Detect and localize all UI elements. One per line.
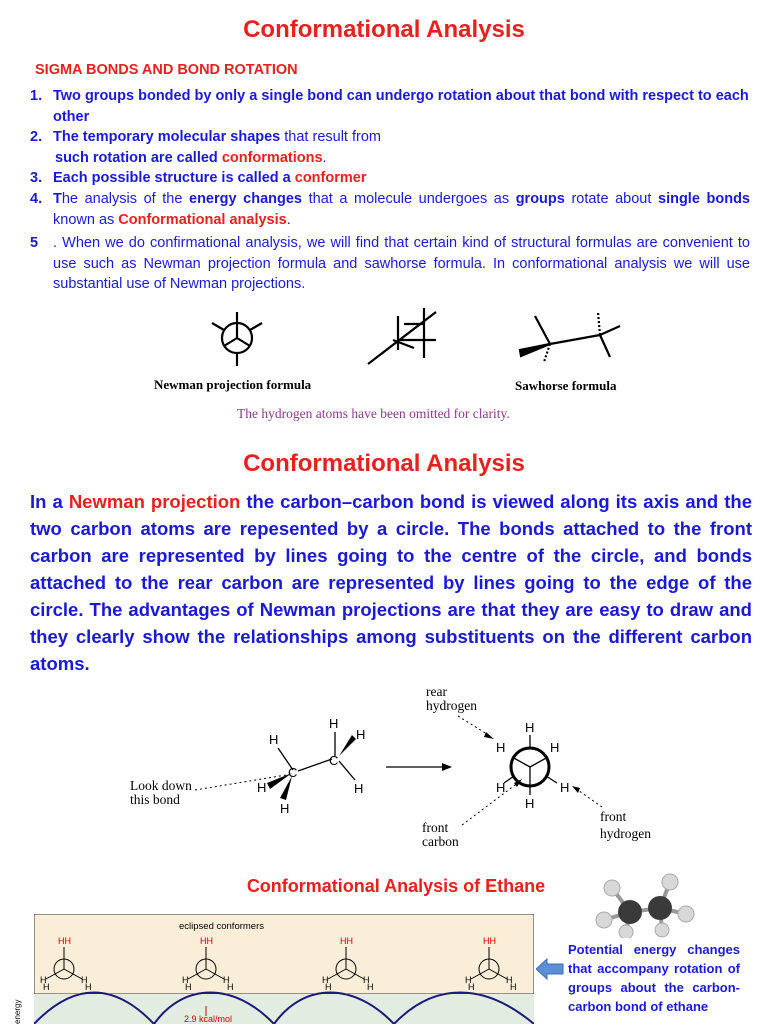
ethane-h-label: H xyxy=(356,727,366,742)
list-item-text: . When we do confirmational analysis, we will find that certain kind of structural formulas are convenient to use such as Newman projection formula and sawhorse formula. In conformational analysis we will use substantial use of Newman projections. xyxy=(53,235,750,292)
list-item-line xyxy=(53,127,750,148)
list-item-text: energy changes xyxy=(189,191,302,207)
list-item-line xyxy=(55,148,750,169)
list-item-text: that result from xyxy=(280,129,381,145)
ethane-ball-stick-model xyxy=(590,868,700,938)
mini-newman-h-label: H xyxy=(506,975,513,985)
list-item-text: The temporary molecular shapes xyxy=(53,129,281,145)
ethane-c-label: C xyxy=(329,753,339,768)
mini-newman-h-label: H xyxy=(85,982,92,992)
list-item xyxy=(30,127,750,168)
list-item-text: groups xyxy=(515,191,565,207)
list-item-text: Each possible structure is called a xyxy=(53,170,295,186)
list-item-text: conformations xyxy=(221,149,323,166)
newman-sawhorse-figure xyxy=(140,300,660,430)
list-item-number: 3. xyxy=(30,170,43,186)
paragraph-text-1: In a xyxy=(30,491,69,512)
list-item xyxy=(30,233,750,295)
sawhorse-caption: Sawhorse formula xyxy=(515,378,617,393)
list-item-number: 4. xyxy=(30,191,43,207)
list-item-text: such rotation are called xyxy=(55,149,222,166)
newman-h-label: H xyxy=(560,780,570,795)
mini-newman-h-label: H xyxy=(322,975,329,985)
list-item-text: Two groups bonded by only a single bond can undergo rotation about that bond with respect to each other xyxy=(53,88,749,125)
mini-newman-h-label: H xyxy=(182,975,189,985)
list-item-number: 5 xyxy=(30,235,39,251)
ethane-h-label: H xyxy=(269,732,279,747)
newman-h-label: H xyxy=(525,720,535,735)
ethane-section-title: Conformational Analysis of Ethane xyxy=(246,876,546,896)
mini-newman-h-label: H xyxy=(325,982,332,992)
list-item-body xyxy=(53,127,750,168)
section-title-newman: Conformational Analysis xyxy=(243,450,525,477)
list-item-body xyxy=(53,168,750,189)
ethane-c-label: C xyxy=(288,765,298,780)
list-item-text: single bonds xyxy=(658,191,750,207)
list-item-body xyxy=(53,233,750,295)
front-hydrogen-label: hydrogen xyxy=(600,826,651,841)
list-item-text: . xyxy=(322,149,327,166)
list-item xyxy=(30,189,750,230)
page-title: Conformational Analysis xyxy=(243,16,525,43)
newman-h-label: H xyxy=(496,780,506,795)
list-item-number: 1. xyxy=(30,88,43,104)
mini-newman-h-label: H xyxy=(43,982,50,992)
energy-axis xyxy=(6,990,26,1024)
mini-newman-h-label: H xyxy=(223,975,230,985)
barrier-label: 2.9 kcal/mol xyxy=(184,1014,233,1024)
front-hydrogen-label: front xyxy=(600,809,627,824)
mini-newman-h-label: HH xyxy=(58,936,71,946)
list-item xyxy=(30,86,750,127)
list-item xyxy=(30,168,750,189)
look-down-label: Look down xyxy=(130,778,192,793)
eclipsed-sawhorse-drawing xyxy=(368,308,436,364)
mini-newman-h-label: H xyxy=(185,982,192,992)
mini-newman-h-label: H xyxy=(468,982,475,992)
mini-newman-h-label: H xyxy=(40,975,47,985)
list-item-text: known as xyxy=(53,211,119,228)
section-heading: SIGMA BONDS AND BOND ROTATION xyxy=(35,62,298,78)
newman-h-label: H xyxy=(550,740,560,755)
mini-newman-h-label: H xyxy=(363,975,370,985)
rear-hydrogen-label: rear xyxy=(426,684,447,699)
front-carbon-label: front xyxy=(422,820,449,835)
mini-newman-h-label: HH xyxy=(200,936,213,946)
side-note: Potential energy changes that accompany rotation of groups about the carbon-carbon bond of ethane xyxy=(568,942,740,1014)
list-item-text: . xyxy=(286,211,291,228)
newman-h-label: H xyxy=(496,740,506,755)
list-item-text: he analysis of the xyxy=(61,191,190,207)
rear-hydrogen-label: hydrogen xyxy=(426,698,477,713)
mini-newman-h-label: HH xyxy=(483,936,496,946)
ethane-h-label: H xyxy=(280,801,290,816)
energy-diagram xyxy=(34,914,534,1024)
eclipsed-header: eclipsed conformers xyxy=(179,921,265,932)
list-item-text: T xyxy=(53,191,62,207)
list-item-text: rotate about xyxy=(564,191,658,207)
ethane-newman-diagram xyxy=(120,680,680,860)
mini-newman-h-label: H xyxy=(81,975,88,985)
ethane-h-label: H xyxy=(354,781,364,796)
newman-h-label: H xyxy=(525,796,535,811)
mini-newman-h-label: H xyxy=(465,975,472,985)
paragraph-highlight: Newman projection xyxy=(68,491,241,512)
left-arrow-icon xyxy=(536,958,564,980)
list-item-text: Conformational analysis xyxy=(118,211,287,228)
newman-paragraph xyxy=(30,488,752,677)
newman-caption: Newman projection formula xyxy=(154,377,312,392)
list-item-text: conformer xyxy=(294,170,367,186)
look-down-label: this bond xyxy=(130,792,180,807)
paragraph-text-2: the carbon–carbon bond is viewed along its axis and the two carbon atoms are repesented by a circle. The bonds attached to the front carbon are represented by lines going to the centre of the circle, and bonds attached to the rear carbon are represented by lines going to the edge of the circle. The advantages of Newman projections are that they are easy to draw and they clearly show the relationships among substituents on the different carbon atoms. xyxy=(30,491,753,674)
sawhorse-drawing xyxy=(520,312,620,362)
front-carbon-label: carbon xyxy=(422,834,459,849)
mini-newman-h-label: H xyxy=(227,982,234,992)
list-item-body xyxy=(53,189,750,230)
list-item-body xyxy=(53,86,750,127)
energy-axis-label: energy xyxy=(13,999,22,1024)
mini-newman-h-label: H xyxy=(510,982,517,992)
newman-projection-drawing xyxy=(212,312,262,366)
mini-newman-h-label: HH xyxy=(340,936,353,946)
mini-newman-h-label: H xyxy=(367,982,374,992)
ethane-h-label: H xyxy=(257,780,267,795)
ethane-h-label: H xyxy=(329,716,339,731)
list-item-number: 2. xyxy=(30,129,43,145)
list-item-text: that a molecule undergoes as xyxy=(302,191,516,207)
omitted-note: The hydrogen atoms have been omitted for clarity. xyxy=(237,406,510,421)
